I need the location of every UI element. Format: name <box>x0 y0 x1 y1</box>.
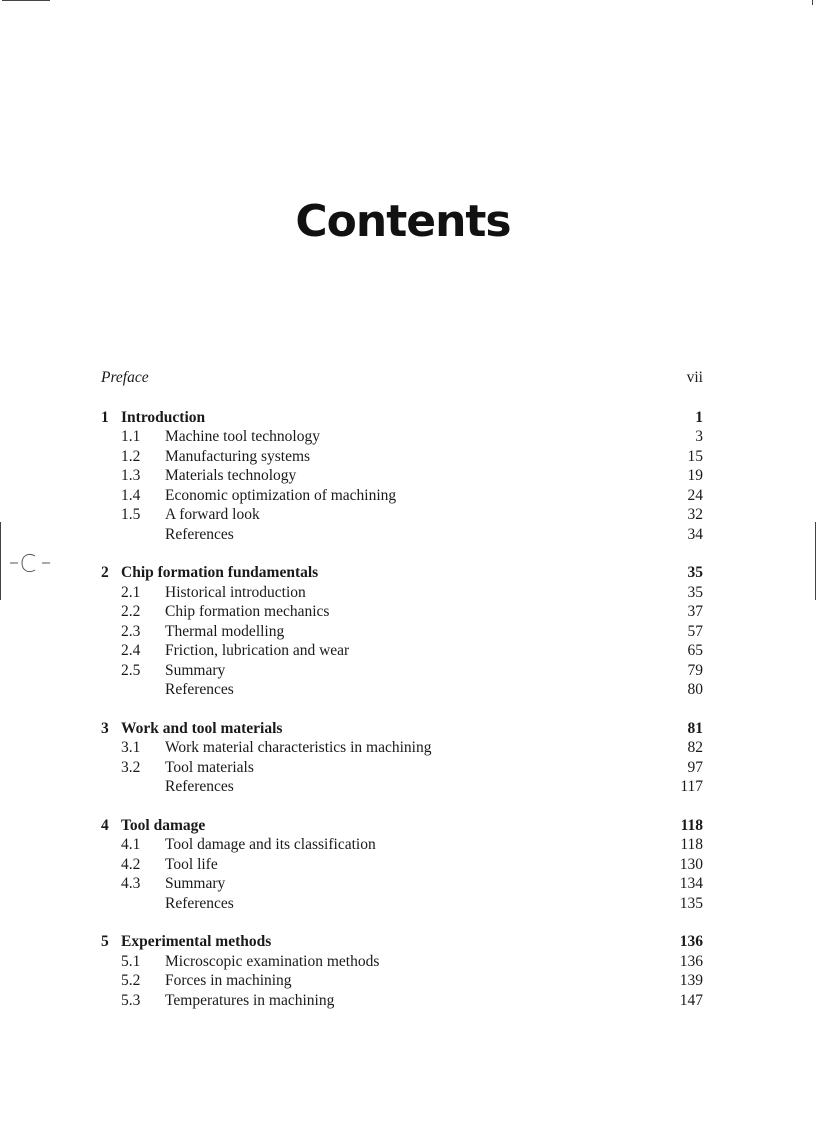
section-page: 57 <box>687 622 703 640</box>
toc-chapter-4 <box>101 816 703 914</box>
section-title-group <box>101 622 688 642</box>
section-number: 4.1 <box>121 836 141 853</box>
section-title: Machine tool technology <box>165 428 320 445</box>
section-number: 1.1 <box>121 428 141 445</box>
section-page: 118 <box>680 836 703 853</box>
section-title-group <box>101 583 688 603</box>
section-page: 139 <box>679 972 703 989</box>
crop-mark-top-right <box>812 0 816 5</box>
section-title: Summary <box>165 875 226 892</box>
toc-section-row[interactable] <box>101 602 703 622</box>
section-page: 24 <box>687 486 703 504</box>
section-title: Manufacturing systems <box>165 447 311 465</box>
toc-section-row[interactable] <box>101 641 703 661</box>
chapter-page: 35 <box>687 564 703 581</box>
section-title-group <box>101 466 688 486</box>
section-title: Tool life <box>165 855 218 873</box>
toc-chapter-heading[interactable] <box>101 408 703 428</box>
toc-references-row[interactable] <box>101 680 703 700</box>
chapter-number: 1 <box>101 408 109 426</box>
section-page: 147 <box>679 991 703 1009</box>
toc-section-row[interactable] <box>101 874 703 894</box>
toc-section-row[interactable] <box>101 758 703 778</box>
references-label: References <box>165 681 234 698</box>
chapter-title: Introduction <box>121 408 206 426</box>
page-edge-left <box>0 522 1 600</box>
section-number: 1.4 <box>121 486 141 504</box>
section-title-group <box>101 835 680 855</box>
chapter-number: 5 <box>101 933 109 950</box>
section-number: 5.1 <box>121 952 141 970</box>
toc-section-row[interactable] <box>101 447 703 467</box>
section-page: 19 <box>687 467 703 484</box>
toc-section-row[interactable] <box>101 738 703 758</box>
section-number: 2.4 <box>121 642 141 659</box>
section-page: 35 <box>687 583 703 601</box>
toc-chapter-3 <box>101 719 703 797</box>
table-of-contents <box>101 368 703 1029</box>
section-number: 5.2 <box>121 972 141 989</box>
section-number: 5.3 <box>121 991 141 1009</box>
toc-chapters <box>101 408 703 1011</box>
section-title: Temperatures in machining <box>165 991 335 1009</box>
toc-section-row[interactable] <box>101 583 703 603</box>
references-label: References <box>165 778 234 795</box>
section-page: 3 <box>695 428 703 445</box>
section-title-group <box>101 427 695 447</box>
crop-mark-top-left <box>2 0 50 3</box>
toc-chapter-1 <box>101 408 703 545</box>
section-page: 15 <box>687 447 703 465</box>
toc-section-row[interactable] <box>101 466 703 486</box>
section-page: 130 <box>679 855 703 873</box>
section-title-group <box>101 738 688 758</box>
section-page: 65 <box>687 642 703 659</box>
chapter-title-group <box>101 719 688 739</box>
section-page: 134 <box>679 875 703 892</box>
toc-chapter-heading[interactable] <box>101 816 703 836</box>
toc-chapter-heading[interactable] <box>101 563 703 583</box>
section-title-group <box>101 486 688 506</box>
toc-preface[interactable] <box>101 368 703 388</box>
page-title: Contents <box>295 196 511 247</box>
toc-chapter-2 <box>101 563 703 700</box>
chapter-title: Work and tool materials <box>121 719 283 737</box>
section-number: 2.5 <box>121 661 141 679</box>
toc-section-row[interactable] <box>101 486 703 506</box>
toc-chapter-heading[interactable] <box>101 932 703 952</box>
section-number: 2.1 <box>121 583 141 601</box>
toc-references-row[interactable] <box>101 525 703 545</box>
section-number: 1.5 <box>121 506 141 523</box>
chapter-title: Experimental methods <box>121 933 272 950</box>
section-number: 2.3 <box>121 622 141 640</box>
section-title-group <box>101 952 680 972</box>
toc-section-row[interactable] <box>101 661 703 681</box>
toc-section-row[interactable] <box>101 835 703 855</box>
section-page: 97 <box>687 758 703 776</box>
section-number: 4.3 <box>121 875 141 892</box>
toc-preface-label: Preface <box>101 369 149 386</box>
toc-references-row[interactable] <box>101 777 703 797</box>
section-page: 37 <box>687 603 703 620</box>
section-number: 3.2 <box>121 758 141 776</box>
section-title: Economic optimization of machining <box>165 486 397 504</box>
section-title-group <box>101 874 680 894</box>
chapter-page: 118 <box>680 816 703 834</box>
toc-section-row[interactable] <box>101 622 703 642</box>
section-title: Tool damage and its classification <box>165 836 376 853</box>
section-title: Forces in machining <box>165 972 292 989</box>
section-title-group <box>101 661 688 681</box>
section-title-group <box>101 971 680 991</box>
section-title: Thermal modelling <box>165 622 285 640</box>
section-number: 4.2 <box>121 855 141 873</box>
toc-preface-page: vii <box>686 369 703 386</box>
chapter-title: Tool damage <box>121 816 206 834</box>
section-title-group <box>101 855 680 875</box>
section-title-group <box>101 447 688 467</box>
section-page: 32 <box>687 506 703 523</box>
chapter-number: 3 <box>101 719 109 737</box>
chapter-title-group <box>101 408 695 428</box>
chapter-page: 81 <box>687 719 703 737</box>
section-title-group <box>101 991 680 1011</box>
section-title: Tool materials <box>165 758 254 776</box>
chapter-page: 1 <box>695 408 703 426</box>
toc-section-row[interactable] <box>101 855 703 875</box>
section-title: Materials technology <box>165 467 297 484</box>
section-title-group <box>101 758 688 778</box>
toc-section-row[interactable] <box>101 971 703 991</box>
references-page: 34 <box>687 525 703 543</box>
section-title-group <box>101 602 688 622</box>
toc-chapter-5 <box>101 932 703 1010</box>
section-page: 82 <box>687 739 703 756</box>
section-title: Summary <box>165 661 226 679</box>
section-number: 1.2 <box>121 447 141 465</box>
references-label: References <box>165 894 234 912</box>
section-title: Historical introduction <box>165 583 306 601</box>
toc-section-row[interactable] <box>101 427 703 447</box>
references-page: 117 <box>680 778 703 795</box>
toc-references-row[interactable] <box>101 894 703 914</box>
chapter-page: 136 <box>679 933 703 950</box>
registration-mark-icon <box>8 548 52 578</box>
chapter-number: 2 <box>101 564 109 581</box>
section-title-group <box>101 641 688 661</box>
references-page: 80 <box>687 681 703 698</box>
toc-chapter-heading[interactable] <box>101 719 703 739</box>
chapter-title-group <box>101 816 681 836</box>
chapter-title-group <box>101 563 688 583</box>
section-title: Friction, lubrication and wear <box>165 642 350 659</box>
toc-section-row[interactable] <box>101 505 703 525</box>
section-page: 136 <box>679 952 703 970</box>
references-page: 135 <box>679 894 703 912</box>
toc-section-row[interactable] <box>101 952 703 972</box>
section-title: A forward look <box>165 506 260 523</box>
section-title: Work material characteristics in machining <box>165 739 432 756</box>
section-number: 2.2 <box>121 603 141 620</box>
section-title: Chip formation mechanics <box>165 603 330 620</box>
section-page: 79 <box>687 661 703 679</box>
section-title-group <box>101 505 688 525</box>
section-title: Microscopic examination methods <box>165 952 380 970</box>
toc-section-row[interactable] <box>101 991 703 1011</box>
chapter-number: 4 <box>101 816 109 834</box>
chapter-title-group <box>101 932 680 952</box>
references-label: References <box>165 525 234 543</box>
section-number: 3.1 <box>121 739 141 756</box>
chapter-title: Chip formation fundamentals <box>121 564 319 581</box>
section-number: 1.3 <box>121 467 141 484</box>
